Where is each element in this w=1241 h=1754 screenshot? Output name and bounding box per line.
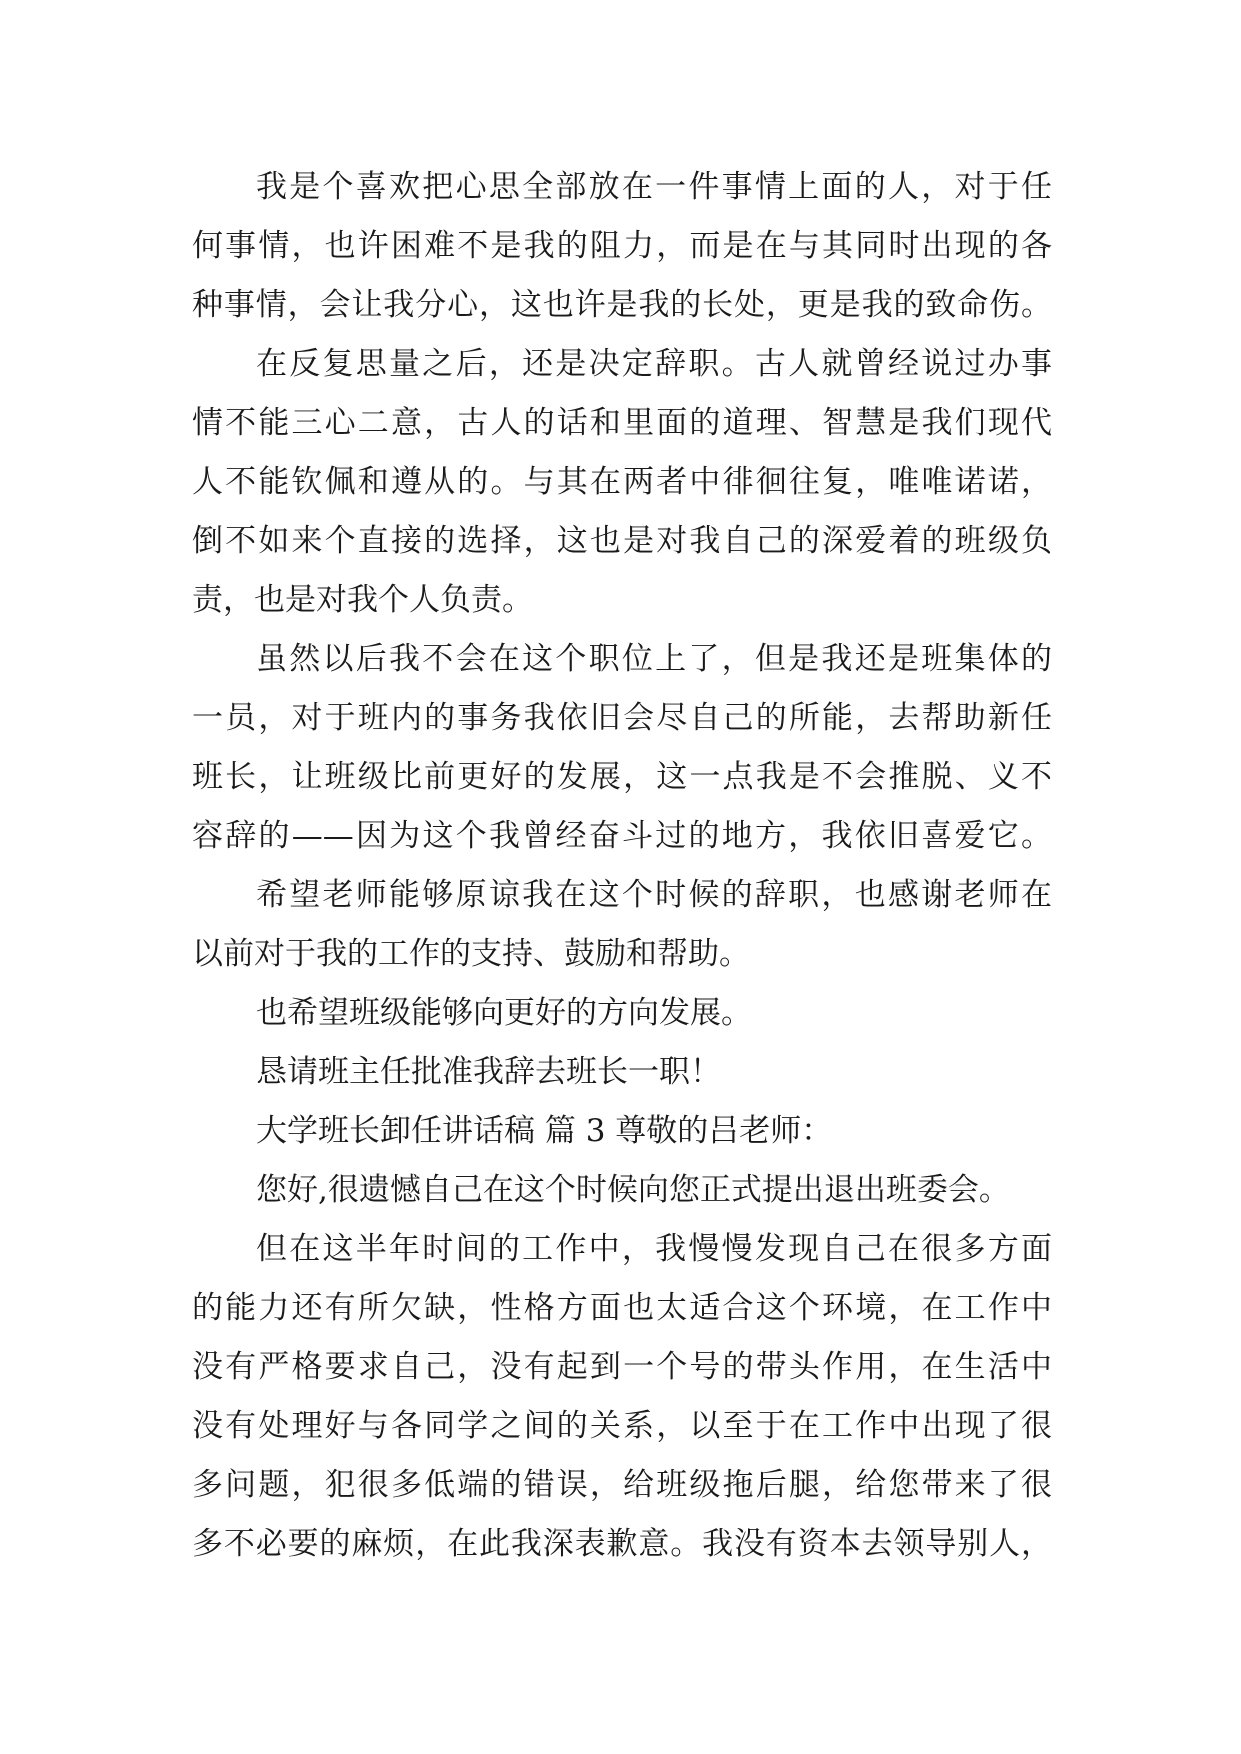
text-line: 我是个喜欢把心思全部放在一件事情上面的人，对于任 xyxy=(256,169,1052,205)
text-line: 但在这半年时间的工作中，我慢慢发现自己在很多方面 xyxy=(256,1231,1052,1267)
text-line: 多问题，犯很多低端的错误，给班级拖后腿，给您带来了很 xyxy=(192,1467,1052,1503)
text-line: 责，也是对我个人负责。 xyxy=(192,582,533,618)
text-line: 人不能钦佩和遵从的。与其在两者中徘徊往复，唯唯诺诺， xyxy=(192,464,1052,500)
text-line: 没有严格要求自己，没有起到一个号的带头作用，在生活中 xyxy=(192,1349,1052,1385)
text-line: 虽然以后我不会在这个职位上了，但是我还是班集体的 xyxy=(256,641,1052,677)
text-line: 希望老师能够原谅我在这个时候的辞职，也感谢老师在 xyxy=(256,877,1052,913)
text-line: 大学班长卸任讲话稿 篇 3 尊敬的吕老师： xyxy=(256,1113,833,1149)
text-line: 您好,很遗憾自己在这个时候向您正式提出退出班委会。 xyxy=(256,1172,1010,1208)
text-line: 情不能三心二意，古人的话和里面的道理、智慧是我们现代 xyxy=(192,405,1052,441)
text-line: 多不必要的麻烦，在此我深表歉意。我没有资本去领导别人， xyxy=(192,1526,1052,1562)
text-line: 在反复思量之后，还是决定辞职。古人就曾经说过办事 xyxy=(256,346,1052,382)
text-line: 容辞的——因为这个我曾经奋斗过的地方，我依旧喜爱它。 xyxy=(192,818,1052,854)
text-line: 倒不如来个直接的选择，这也是对我自己的深爱着的班级负 xyxy=(192,523,1052,559)
text-line: 没有处理好与各同学之间的关系，以至于在工作中出现了很 xyxy=(192,1408,1052,1444)
text-line: 一员，对于班内的事务我依旧会尽自己的所能，去帮助新任 xyxy=(192,700,1052,736)
text-line: 班长，让班级比前更好的发展，这一点我是不会推脱、义不 xyxy=(192,759,1052,795)
text-line: 何事情，也许困难不是我的阻力，而是在与其同时出现的各 xyxy=(192,228,1052,264)
text-line: 种事情，会让我分心，这也许是我的长处，更是我的致命伤。 xyxy=(192,287,1052,323)
text-line: 以前对于我的工作的支持、鼓励和帮助。 xyxy=(192,936,750,972)
text-line: 的能力还有所欠缺，性格方面也太适合这个环境，在工作中 xyxy=(192,1290,1052,1326)
text-line: 也希望班级能够向更好的方向发展。 xyxy=(256,995,752,1031)
text-line: 恳请班主任批准我辞去班长一职！ xyxy=(256,1054,721,1090)
